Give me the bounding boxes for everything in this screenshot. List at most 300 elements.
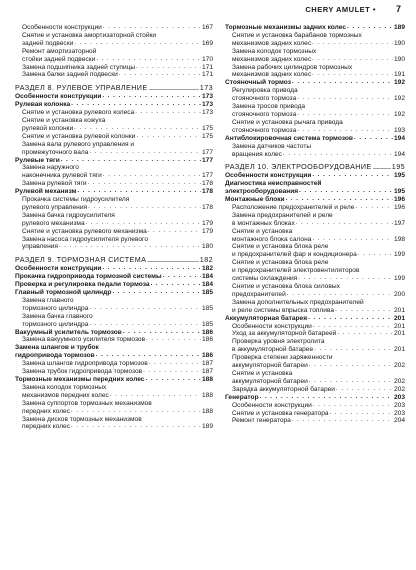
toc-page-number: 185: [201, 289, 213, 296]
toc-entry: [225, 196, 405, 204]
toc-page-number: 173: [199, 83, 213, 93]
toc-entry-title: стояночного тормоза: [232, 110, 297, 118]
toc-page-number: 173: [201, 101, 213, 109]
toc-entry-title: РАЗДЕЛ 9. ТОРМОЗНАЯ СИСТЕМА: [15, 255, 147, 265]
toc-leader-dots: [309, 362, 393, 370]
toc-entry: [225, 119, 405, 127]
toc-entry-title: Ремонт амортизаторной: [22, 47, 97, 55]
toc-entry: [15, 32, 213, 40]
toc-entry-title: аккумуляторной батареи: [232, 362, 308, 370]
toc-page-number: 186: [201, 352, 213, 360]
toc-leader-dots: [309, 378, 393, 386]
toc-entry: [15, 289, 213, 297]
toc-page-number: 199: [393, 251, 405, 259]
toc-entry-title: Зарядка аккумуляторной батареи: [232, 385, 335, 393]
toc-leader-dots: [298, 275, 393, 283]
toc-entry: [225, 135, 405, 143]
toc-entry-title: Замена предохранителей и реле: [232, 211, 333, 219]
toc-entry-title: Снятие и установка рулевого колеса: [22, 109, 135, 117]
toc-page-number: 189: [201, 423, 213, 431]
toc-leader-dots: [312, 40, 393, 48]
toc-leader-dots: [149, 360, 201, 368]
toc-entry: [225, 103, 405, 111]
toc-entry-title: тормозного цилиндра: [22, 304, 89, 312]
toc-entry: [225, 143, 405, 151]
toc-leader-dots: [347, 24, 393, 32]
toc-page-number: 185: [201, 320, 213, 328]
toc-leader-dots: [71, 101, 201, 109]
toc-entry: [15, 93, 213, 101]
toc-page-number: 196: [393, 196, 405, 204]
toc-leader-dots: [102, 265, 201, 273]
toc-entry: [225, 315, 405, 323]
toc-entry: [15, 281, 213, 289]
toc-page-number: 167: [201, 24, 213, 31]
toc-page-number: 201: [393, 330, 405, 338]
toc-leader-dots: [77, 188, 201, 196]
toc-entry-title: управления: [22, 243, 58, 251]
toc-leader-dots: [336, 386, 393, 394]
toc-entry: [15, 313, 213, 321]
toc-leader-dots: [330, 410, 393, 418]
toc-entry-title: механизмов задних колес: [232, 55, 312, 63]
toc-entry-title: Диагностика неисправностей: [225, 180, 322, 188]
toc-entry-title: РАЗДЕЛ 10. ЭЛЕКТРООБОРУДОВАНИЕ: [225, 162, 372, 172]
toc-leader-dots: [297, 127, 393, 135]
toc-entry-title: Стояночный тормоз: [225, 79, 291, 87]
toc-leader-dots: [110, 392, 201, 400]
toc-entry-title: и реле системы впрыска топлива: [232, 306, 335, 314]
toc-entry: [225, 180, 405, 188]
toc-entry: [225, 394, 405, 402]
toc-entry-title: промежуточного вала: [22, 148, 89, 156]
toc-page-number: 199: [393, 275, 405, 283]
toc-entry-title: и предохранителей фар и кондиционера: [232, 251, 357, 259]
toc-page-number: 203: [393, 401, 405, 409]
toc-leader-dots: [149, 84, 199, 92]
toc-page-number: 171: [201, 71, 213, 79]
toc-entry-title: Аккумуляторная батарея: [225, 314, 308, 322]
toc-page-number: 195: [393, 188, 405, 196]
toc-leader-dots: [96, 56, 201, 64]
toc-leader-dots: [112, 289, 201, 297]
toc-page-number: 170: [201, 55, 213, 63]
toc-entry: [15, 329, 213, 337]
toc-entry-title: Антиблокировочная система тормозов: [225, 134, 353, 142]
toc-page-number: 201: [393, 314, 405, 322]
toc-leader-dots: [313, 402, 393, 410]
toc-leader-dots: [123, 329, 201, 337]
toc-page-number: 173: [201, 93, 213, 101]
toc-entry-title: электрооборудования: [225, 188, 299, 196]
toc-leader-dots: [296, 220, 393, 228]
toc-entry: [225, 370, 405, 378]
toc-entry: [15, 305, 213, 313]
toc-entry: [225, 151, 405, 159]
toc-entry: [225, 204, 405, 212]
toc-entry: [15, 360, 213, 368]
toc-page-number: 191: [393, 71, 405, 79]
toc-leader-dots: [74, 125, 201, 133]
toc-entry: [225, 402, 405, 410]
toc-entry-title: Особенности конструкции: [232, 401, 312, 409]
toc-leader-dots: [337, 330, 393, 338]
toc-entry-title: стояночного тормоза: [232, 95, 297, 103]
toc-leader-dots: [143, 368, 201, 376]
toc-entry: [225, 212, 405, 220]
toc-entry-title: Уход за аккумуляторной батареей: [232, 330, 337, 338]
toc-entry-title: Снятие и установка кожуха: [22, 116, 106, 124]
toc-entry-title: Снятие и установка рычага привода: [232, 118, 343, 126]
toc-entry-title: механизмов задних колес: [232, 71, 312, 79]
toc-entry: [225, 410, 405, 418]
toc-leader-dots: [358, 251, 393, 259]
toc-entry: [15, 408, 213, 416]
toc-page-number: 184: [201, 281, 213, 289]
toc-leader-dots: [135, 109, 201, 117]
toc-entry: [15, 392, 213, 400]
toc-entry: [15, 423, 213, 431]
toc-entry: [225, 291, 405, 299]
toc-entry-title: механизмов передних колес: [22, 391, 109, 399]
toc-entry: [15, 344, 213, 352]
toc-page-number: 201: [393, 306, 405, 314]
toc-leader-dots: [71, 408, 201, 416]
toc-entry-title: Расположение предохранителей и реле: [232, 203, 355, 211]
toc-entry-title: вращения колес: [232, 150, 282, 158]
toc-entry-title: Замена насоса гидроусилителя рулевого: [22, 235, 148, 243]
toc-page-number: 186: [201, 328, 213, 336]
toc-entry: [225, 299, 405, 307]
toc-page-number: 193: [393, 126, 405, 134]
toc-entry: [15, 220, 213, 228]
toc-entry: [225, 64, 405, 72]
toc-leader-dots: [287, 291, 393, 299]
toc-page-number: 182: [199, 255, 213, 265]
toc-page-number: 178: [201, 188, 213, 196]
toc-entry-title: Замена наружного: [22, 164, 79, 172]
toc-entry-title: аккумуляторной батареи: [232, 377, 308, 385]
toc-entry: [225, 275, 405, 283]
toc-entry: [15, 212, 213, 220]
toc-entry: [225, 354, 405, 362]
toc-entry: [225, 40, 405, 48]
toc-leader-dots: [88, 204, 201, 212]
toc-entry: [225, 127, 405, 135]
toc-entry: [15, 48, 213, 56]
toc-page-number: 179: [201, 219, 213, 227]
toc-leader-dots: [102, 93, 201, 101]
toc-leader-dots: [89, 321, 201, 329]
toc-entry-title: Замена дополнительных предохранителей: [232, 298, 364, 306]
toc-page-number: 201: [393, 346, 405, 354]
toc-page-number: 182: [201, 265, 213, 273]
toc-page-number: 171: [201, 63, 213, 71]
toc-entry: [15, 196, 213, 204]
toc-entry: [15, 56, 213, 64]
toc-leader-dots: [59, 243, 201, 251]
toc-page-number: 187: [201, 368, 213, 376]
toc-page-number: 196: [393, 203, 405, 211]
toc-entry-title: Тормозные механизмы задних колес: [225, 24, 346, 31]
toc-entry: [15, 40, 213, 48]
toc-entry-title: Вакуумный усилитель тормозов: [15, 328, 122, 336]
toc-entry: [15, 376, 213, 384]
toc-entry: [15, 416, 213, 424]
toc-entry: [225, 307, 405, 315]
toc-leader-dots: [299, 188, 393, 196]
toc-entry-title: Особенности конструкции: [15, 265, 102, 273]
toc-entry-title: Снятие и установка блока реле: [232, 259, 329, 267]
toc-leader-dots: [283, 151, 393, 159]
toc-page-number: 202: [393, 385, 405, 393]
toc-leader-dots: [292, 417, 393, 425]
book-title: CHERY AMULET •: [305, 5, 376, 14]
toc-entry-title: Замена балки задней подвески: [22, 71, 118, 79]
toc-leader-dots: [145, 376, 201, 384]
toc-entry: [15, 109, 213, 117]
toc-page-number: 180: [201, 243, 213, 251]
toc-entry-title: передних колес: [22, 407, 71, 415]
toc-page-number: 185: [201, 304, 213, 312]
toc-entry: [15, 297, 213, 305]
toc-leader-dots: [292, 79, 393, 87]
toc-page-number: 194: [393, 134, 405, 142]
toc-page-number: 175: [201, 132, 213, 140]
page-header: [0, 5, 416, 19]
toc-page-number: 192: [393, 79, 405, 87]
toc-page-number: 190: [393, 39, 405, 47]
toc-entry: [225, 346, 405, 354]
toc-entry-title: Прокачка гидропривода тормозной системы: [15, 273, 162, 281]
toc-leader-dots: [119, 71, 201, 79]
toc-entry-title: Замена шлангов и трубок: [15, 344, 99, 352]
toc-page-number: 178: [201, 203, 213, 211]
toc-entry-title: стояночного тормоза: [232, 126, 297, 134]
toc-entry: [225, 228, 405, 236]
toc-entry: [15, 180, 213, 188]
toc-right-column: [225, 24, 405, 425]
toc-entry-title: Замена датчиков частоты: [232, 142, 312, 150]
toc-entry-title: Проверка и регулировка педали тормоза: [15, 281, 150, 289]
toc-leader-dots: [373, 163, 391, 171]
toc-entry-title: Прокачка системы гидроусилителя: [22, 196, 130, 204]
toc-entry: [15, 101, 213, 109]
toc-leader-dots: [297, 111, 393, 119]
toc-entry-title: рулевого управления: [22, 203, 88, 211]
toc-entry-title: системы охлаждения: [232, 275, 298, 283]
toc-page-number: 202: [393, 362, 405, 370]
toc-entry: [225, 95, 405, 103]
page-number: 7: [395, 4, 401, 14]
toc-entry-title: в монтажных блоках: [232, 219, 295, 227]
toc-entry: [15, 368, 213, 376]
toc-entry-title: Замена бачка главного: [22, 312, 93, 320]
toc-page-number: 187: [201, 360, 213, 368]
toc-entry: [15, 117, 213, 125]
toc-page-number: 198: [393, 235, 405, 243]
toc-page-number: 188: [201, 375, 213, 383]
toc-entry-title: Замена дисков тормозных механизмов: [22, 415, 142, 423]
toc-leader-dots: [86, 220, 201, 228]
toc-leader-dots: [163, 273, 201, 281]
toc-page-number: 177: [201, 148, 213, 156]
toc-entry: [15, 133, 213, 141]
toc-entry-title: и предохранителей электровентиляторов: [232, 267, 360, 275]
toc-page-number: 203: [393, 409, 405, 417]
toc-leader-dots: [260, 394, 393, 402]
toc-page-number: 184: [201, 273, 213, 281]
toc-entry-title: Проверка уровня электролита: [232, 338, 325, 346]
toc-section-heading: [225, 163, 405, 171]
toc-entry-title: стойки задней подвески: [22, 55, 96, 63]
toc-entry-title: Рулевой механизм: [15, 188, 77, 196]
toc-entry-title: Рулевые тяги: [15, 156, 60, 164]
toc-leader-dots: [103, 24, 201, 32]
toc-entry: [225, 79, 405, 87]
toc-leader-dots: [354, 135, 393, 143]
toc-entry-title: монтажного блока салона: [232, 235, 312, 243]
toc-entry-title: Снятие и установка блока реле: [232, 243, 329, 251]
toc-leader-dots: [61, 157, 201, 165]
toc-entry: [225, 386, 405, 394]
toc-entry-title: Снятие и установка рулевого механизма: [22, 227, 147, 235]
toc-entry: [225, 56, 405, 64]
toc-entry-title: Тормозные механизмы передних колес: [15, 375, 145, 383]
toc-entry: [225, 378, 405, 386]
toc-entry-title: задней подвески: [22, 39, 74, 47]
toc-leader-dots: [146, 336, 201, 344]
toc-leader-dots: [148, 228, 201, 236]
toc-page-number: 188: [201, 391, 213, 399]
toc-entry: [15, 125, 213, 133]
toc-entry: [225, 24, 405, 32]
toc-entry-title: Монтажные блоки: [225, 196, 285, 204]
toc-entry-title: Замена трубок гидропривода тормозов: [22, 368, 143, 376]
toc-leader-dots: [103, 172, 201, 180]
toc-leader-dots: [286, 196, 393, 204]
toc-entry: [225, 330, 405, 338]
toc-entry: [15, 24, 213, 32]
toc-entry-title: Особенности конструкции: [232, 322, 312, 330]
toc-leader-dots: [312, 71, 393, 79]
toc-leader-dots: [314, 346, 393, 354]
toc-entry-title: гидропривода тормозов: [15, 352, 95, 360]
toc-leader-dots: [335, 307, 393, 315]
toc-entry-title: Замена тросов привода: [232, 103, 306, 111]
toc-leader-dots: [71, 423, 201, 431]
toc-entry-title: Снятие и установка генератора: [232, 409, 329, 417]
toc-leader-dots: [312, 56, 393, 64]
toc-entry: [15, 265, 213, 273]
toc-entry: [225, 87, 405, 95]
toc-page-number: 186: [201, 336, 213, 344]
toc-leader-dots: [151, 281, 201, 289]
toc-entry: [225, 111, 405, 119]
toc-entry: [15, 352, 213, 360]
toc-leader-dots: [89, 149, 201, 157]
toc-entry: [15, 204, 213, 212]
toc-section-heading: [15, 256, 213, 264]
toc-entry: [15, 188, 213, 196]
toc-left-column: [15, 24, 213, 431]
toc-entry-title: Замена вала рулевого управления и: [22, 140, 135, 148]
toc-entry: [225, 362, 405, 370]
toc-entry-title: в аккумуляторной батарее: [232, 346, 314, 354]
toc-entry: [15, 228, 213, 236]
toc-entry-title: Особенности конструкции: [22, 24, 102, 31]
toc-page-number: 192: [393, 110, 405, 118]
toc-entry: [225, 417, 405, 425]
toc-entry: [15, 243, 213, 251]
toc-entry-title: Снятие и установка: [232, 227, 293, 235]
toc-entry-title: рулевой колонки: [22, 124, 74, 132]
toc-entry: [15, 400, 213, 408]
toc-entry: [15, 321, 213, 329]
toc-leader-dots: [74, 40, 201, 48]
toc-leader-dots: [297, 95, 393, 103]
toc-entry-title: Замена бачка гидроусилителя: [22, 211, 115, 219]
toc-page-number: 173: [201, 109, 213, 117]
toc-entry-title: Замена колодок тормозных: [22, 383, 107, 391]
toc-entry-title: наконечника рулевой тяги: [22, 172, 102, 180]
toc-entry-title: Снятие и установка блока силовых: [232, 283, 340, 290]
toc-entry-title: тормозного цилиндра: [22, 320, 89, 328]
toc-page-number: 194: [393, 150, 405, 158]
toc-entry: [15, 236, 213, 244]
toc-page-number: 177: [201, 172, 213, 180]
toc-leader-dots: [312, 172, 393, 180]
toc-page-number: 195: [393, 172, 405, 180]
toc-entry-title: рулевого механизма: [22, 219, 85, 227]
toc-entry-title: Рулевая колонка: [15, 101, 71, 109]
toc-leader-dots: [136, 133, 201, 141]
toc-entry: [225, 32, 405, 40]
toc-entry: [225, 267, 405, 275]
toc-entry-title: Снятие и установка: [232, 369, 293, 377]
toc-entry-title: РАЗДЕЛ 8. РУЛЕВОЕ УПРАВЛЕНИЕ: [15, 83, 148, 93]
toc-entry-title: Главный тормозной цилиндр: [15, 289, 112, 296]
toc-entry-title: Проверка степени заряженности: [232, 354, 333, 362]
toc-entry: [15, 71, 213, 79]
toc-leader-dots: [89, 305, 201, 313]
toc-entry: [225, 188, 405, 196]
toc-entry-title: Замена главного: [22, 296, 74, 304]
toc-entry: [225, 48, 405, 56]
toc-page-number: 203: [393, 393, 405, 401]
toc-entry-title: механизмов задних колес: [232, 39, 312, 47]
toc-entry-title: Особенности конструкции: [225, 172, 312, 180]
toc-entry-title: Замена рабочих цилиндров тормозных: [232, 63, 353, 71]
toc-page-number: 178: [201, 180, 213, 188]
toc-entry-title: Замена шлангов гидропривода тормозов: [22, 360, 148, 368]
toc-page-number: 188: [201, 407, 213, 415]
toc-page-number: 189: [393, 24, 405, 31]
toc-entry-title: Регулировка привода: [232, 87, 298, 95]
toc-page-number: 204: [393, 417, 405, 425]
toc-entry-title: Замена колодок тормозных: [232, 47, 317, 55]
toc-page-number: 169: [201, 39, 213, 47]
toc-entry-title: Генератор: [225, 393, 259, 401]
toc-leader-dots: [136, 64, 201, 72]
toc-leader-dots: [308, 315, 393, 323]
toc-entry: [225, 259, 405, 267]
toc-entry-title: Ремонт генератора: [232, 417, 291, 425]
toc-page-number: 201: [393, 322, 405, 330]
toc-page-number: 190: [393, 55, 405, 63]
toc-leader-dots: [88, 180, 201, 188]
toc-entry-title: Особенности конструкции: [15, 93, 102, 101]
